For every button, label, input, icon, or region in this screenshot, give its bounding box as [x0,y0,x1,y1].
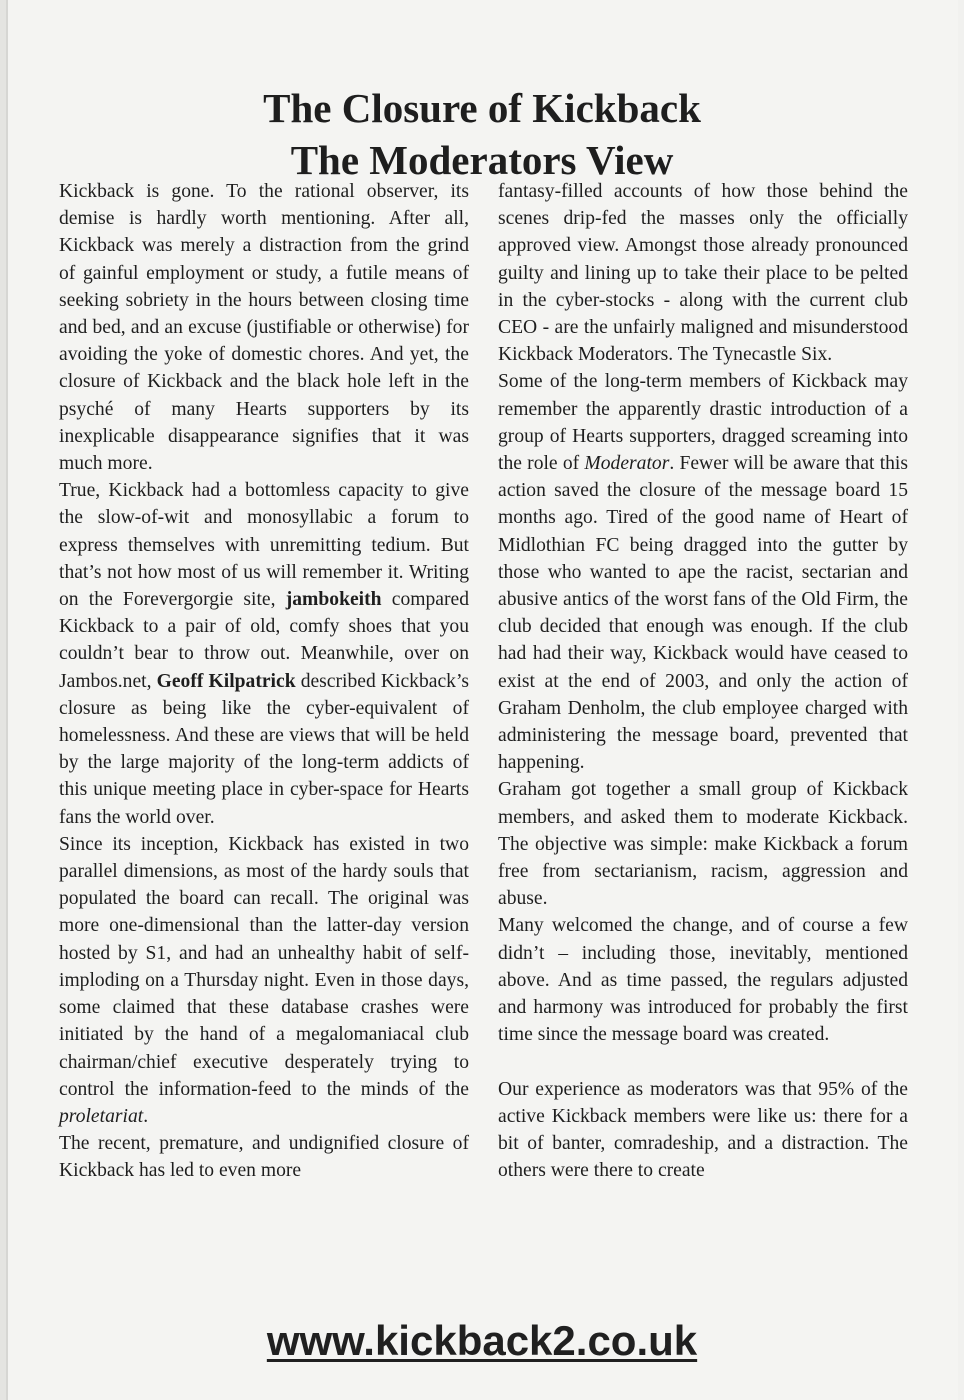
left-paragraph-4: The recent, premature, and undignified closure of Kickback has led to even more [59,1133,469,1182]
right-paragraph-1: fantasy-filled accounts of how those behind the scenes drip-fed the masses only the officially approved view. Amongst those already pronounced guilty and lining up to take their place to be pelted in the cyber-stocks - along with the current club CEO - are the unfairly maligned and misunderstood Kickback Moderators. The Tynecastle Six. [498,181,908,366]
right-paragraph-2: Some of the long-term members of Kickback may remember the apparently drastic introduction of a group of Hearts supporters, dragged screaming into the role of Moderator. Fewer will be aware that this action saved the closure of the message board 15 months ago. Tired of the good name of Heart of Midlothian FC being dragged into the gutter by those who wanted to ape the racist, sectarian and abusive antics of the worst fans of the Old Firm, the club decided that enough was enough. If the club had had their way, Kickback would have ceased to exist at the end of 2003, and only the action of Graham Denholm, the club employee charged with administering the message board, prevented that happening. [498,371,909,774]
article-right-column [498,178,908,1184]
left-paragraph-2: True, Kickback had a bottomless capacity to give the slow-of-wit and monosyllabic a forum to express themselves with unremitting tedium. But that’s not how most of us will remember it. Writing on the Forevergorgie site, jambokeith compared Kickback to a pair of old, comfy shoes that you couldn’t bear to throw out. Meanwhile, over on Jambos.net, Geoff Kilpatrick described Kickback’s closure as being like the cyber-equivalent of homelessness. And these are views that will be held by the large majority of the long-term addicts of this unique meeting place in cyber-space for Hearts fans the world over. [59,480,470,828]
left-paragraph-3: Since its inception, Kickback has existed in two parallel dimensions, as most of the hardy souls that populated the board can recall. The original was more one-dimensional than the latter-day version hosted by S1, and had an unhealthy habit of self-imploding on a Thursday night. Even in those days, some claimed that these database crashes were initiated by the hand of a megalomaniacal club chairman/chief executive desperately trying to control the information-feed to the minds of the proletariat. [59,833,469,1127]
username-geoff-kilpatrick: Geoff Kilpatrick [156,670,296,692]
article-left-column [59,178,469,1185]
right-paragraph-5: Our experience as moderators was that 95% of the active Kickback members were like us: there for a bit of banter, comradeship, and a distraction. The others were there to create [498,1078,908,1182]
website-url: www.kickback2.co.uk [266,1317,698,1364]
left-paragraph-1: Kickback is gone. To the rational observer, its demise is hardly worth mentioning. After all, Kickback was merely a distraction from the grind of gainful employment or study, a futile means of seeking sobriety in the hours between closing time and bed, and an excuse (justifiable or otherwise) for avoiding the yoke of domestic chores. And yet, the closure of Kickback and the black hole left in the psyché of many Hearts supporters by its inexplicable disappearance signifies that it was much more. [59,181,469,475]
right-paragraph-3: Graham got together a small group of Kickback members, and asked them to moderate Kickback. The objective was simple: make Kickback a forum free from sectarianism, racism, aggression and abuse. [498,779,908,910]
username-jambokeith: jambokeith [285,589,382,611]
article-title-line-1: The Closure of Kickback [263,85,701,131]
right-paragraph-4: Many welcomed the change, and of course a few didn’t – including those, inevitably, mentioned above. And as time passed, the regulars adjusted and harmony was introduced for probably the first time since the message board was created. [498,915,908,1046]
article-title-line-2: The Moderators View [290,137,674,183]
